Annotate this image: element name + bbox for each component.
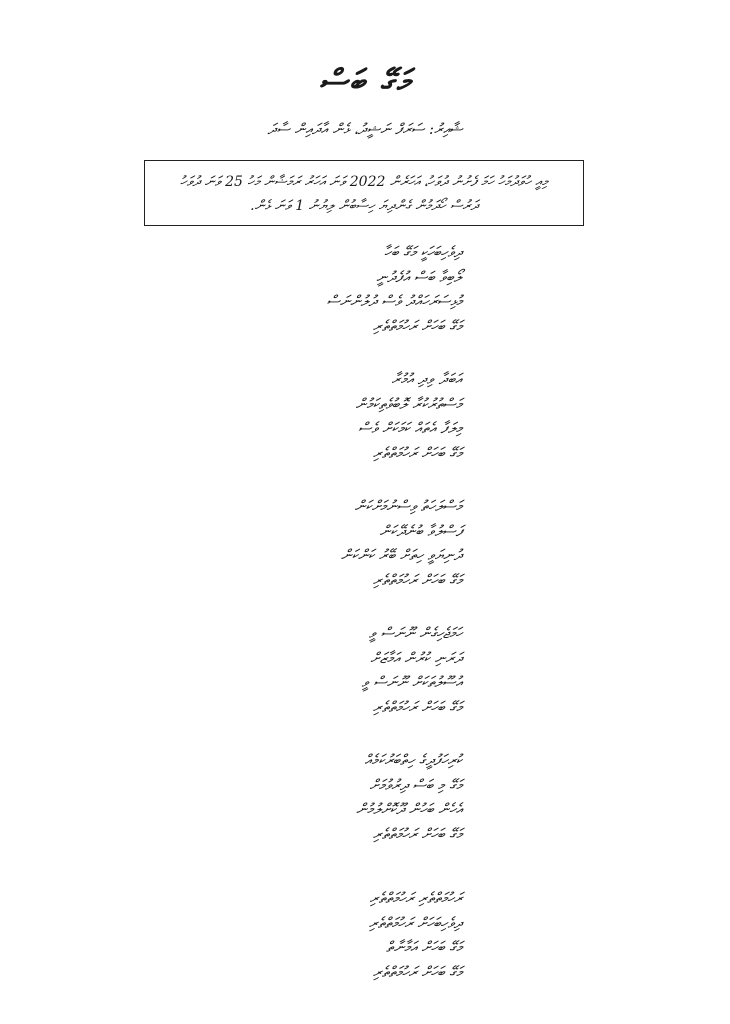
- verse-line: ކުރިހަފުދީގެ ހިތްބަރުކަމެއް: [364, 751, 462, 769]
- stanza-2: [282, 367, 462, 465]
- verse-line: ލޯބިވާ ބަސް އުފެދުނީ: [376, 267, 462, 286]
- verse-line: މަގޭ ބަހަށް ރަހުމަތްތެރި: [372, 962, 462, 981]
- verse-line: މަސްލަހަތު ވިސްނުމަށްކަން: [354, 497, 462, 515]
- stanza-4: [282, 621, 462, 719]
- stanza-5: [282, 748, 462, 846]
- note-line-2: ދަރުސް ހޯދަމުން ގެންދިޔަ ހިސާބުން ލިޔުނު 1 ވަނަ ޅެން.: [250, 198, 478, 214]
- verse-line: ރަހުމަތްތެރި ރަހުމަތްތެރި: [369, 889, 462, 907]
- verse-line: މަގޭ ބަހަށް ރަހުމަތްތެރި: [372, 697, 462, 716]
- verse-line: މަގޭ މި ބަސް ދިރުވުމަށް: [369, 775, 462, 794]
- verse-line: މިލަފާ އެތައް ކަމަކަށް ވެސް: [358, 419, 462, 437]
- stanza-1: [282, 240, 462, 338]
- verse-line: ފަސްލުވާ ބުނެދޭކަން: [379, 521, 462, 540]
- verse-line: މަގޭ ބަހަށް ރަހުމަތްތެރި: [372, 443, 462, 462]
- verse-line: ދިވެހިބަހަކީ މަގޭ ބަހާ: [384, 243, 462, 261]
- verse-line: މުޅިސަރަހައްދު ވެސް ދުލުންނަސް: [326, 292, 462, 310]
- verse-line: މަގޭ ބަހަށް އަމާނާތް: [386, 938, 462, 956]
- verse-line: އުސޫލުތަކަށް ނޫނަސް ވީ: [361, 673, 462, 691]
- stanza-3: [282, 494, 462, 592]
- stanza-6: [282, 886, 462, 984]
- verse-line: ހަމަޖެހިގެން ނޫނަސް ވީ: [368, 624, 462, 642]
- note-line-1: މިއީ ހުވަދުމަހު ހަމަ ފެށުނު ދުވަހު، އަހަރެން 2022 ވަނަ އަހަރު ރަމަޟާން މަހު 25 ވަނަ ދުވަހު: [180, 174, 548, 190]
- verse-line: މަސްތުރުކުރާ ލޮބުވެތިކަމުން: [355, 394, 462, 413]
- poem-body: [0, 240, 730, 984]
- poem-subtitle: ޝާއިރު: ސަރަފް ނަޝީދު، ޅެން އާދައިން ސާދަ: [267, 120, 463, 138]
- note-box: [144, 160, 584, 226]
- verse-line: އެހެން ބަހުން ދޫކޮށްލުމުން: [356, 800, 462, 818]
- verse-line: އަބަދާ ވިދި އުމުރާ: [391, 370, 462, 388]
- verse-line: ދުނިޔަވީ ހިތަށް ބޭރު ކަންކަން: [340, 546, 462, 564]
- verse-line: ދިވެހިބަހަށް ރަހުމަތްތެރި: [368, 913, 462, 932]
- verse-line: ދަރަނި ކުރުން އަމާޒަށް: [370, 648, 462, 667]
- verse-line: މަގޭ ބަހަށް ރަހުމަތްތެރި: [372, 824, 462, 843]
- verse-line: މަގޭ ބަހަށް ރަހުމަތްތެރި: [372, 316, 462, 335]
- poem-title: މަގޭ ބަސް: [319, 62, 411, 100]
- verse-line: މަގޭ ބަހަށް ރަހުމަތްތެރި: [372, 570, 462, 589]
